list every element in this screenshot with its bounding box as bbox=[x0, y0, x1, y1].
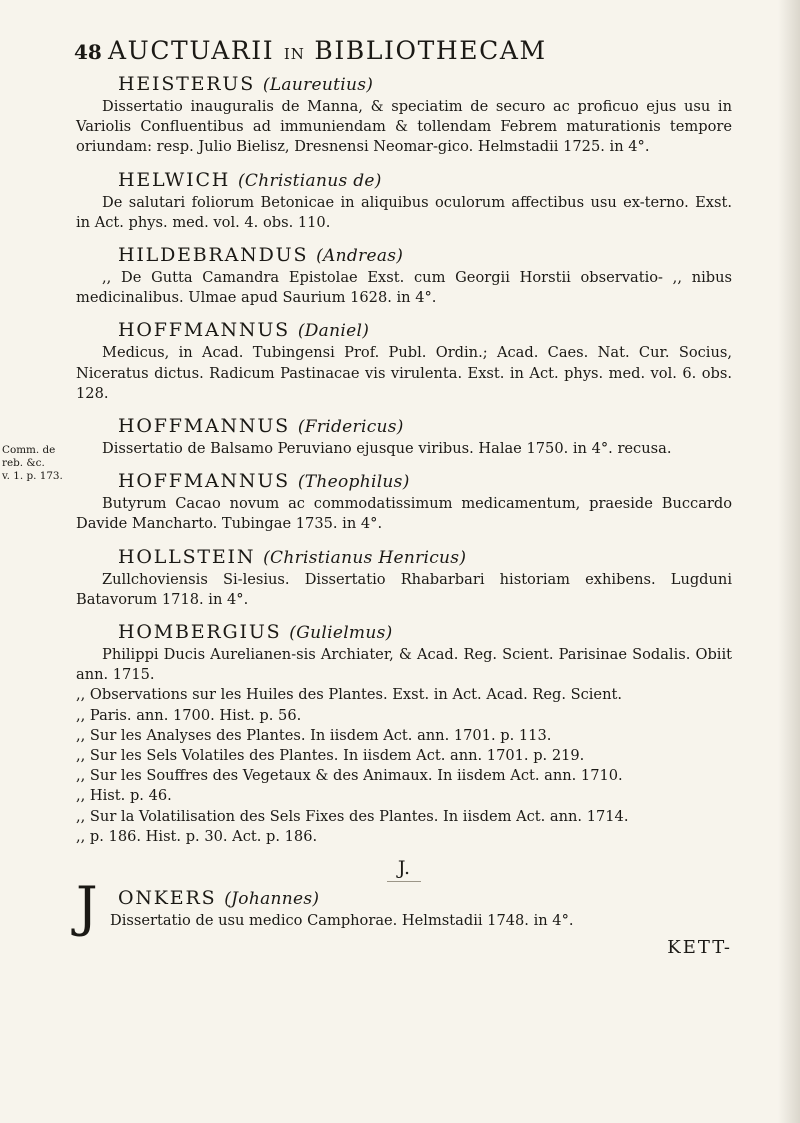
page-edge-shadow bbox=[778, 0, 800, 1123]
entry-text: ,, De Gutta Camandra Epistolae Exst. cum Georgii Horstii observatio- ,, nibus medicinalibus. Ulmae apud Saurium 1628. in 4°. bbox=[76, 269, 732, 307]
entry-hildebrandus bbox=[76, 243, 732, 308]
citation-line: ,, Paris. ann. 1700. Hist. p. 56. bbox=[76, 706, 302, 724]
bibliography-body bbox=[76, 72, 732, 958]
entry-text: Medicus, in Acad. Tubingensi Prof. Publ. Ordin.; Acad. Caes. Nat. Cur. Socius, Niceratus dictus. Radicum Pastinacae vis virulenta. Exst. in Act. phys. med. vol. 6. obs. 128. bbox=[76, 344, 732, 402]
entry-hoffmannus-daniel bbox=[76, 318, 732, 404]
entry-text: Dissertatio de usu medico Camphorae. Helmstadii 1748. in 4°. bbox=[110, 912, 574, 930]
citation-line: ,, Observations sur les Huiles des Plantes. Exst. in Act. Acad. Reg. Scient. bbox=[76, 686, 622, 704]
margin-note: Comm. de reb. &c. v. 1. p. 173. bbox=[2, 444, 63, 482]
drop-initial: J bbox=[76, 875, 98, 939]
heading-rule bbox=[387, 881, 421, 882]
catchword: KETT- bbox=[667, 937, 732, 959]
citation-line: ,, Hist. p. 46. bbox=[76, 787, 172, 805]
entry-hoffmannus-theophilus bbox=[76, 469, 732, 534]
running-title: AUCTUARII IN BIBLIOTHECAM bbox=[108, 36, 547, 65]
entry-text: Dissertatio de Balsamo Peruviano ejusque viribus. Halae 1750. in 4°. recusa. bbox=[102, 440, 672, 458]
citation-line: ,, Sur les Analyses des Plantes. In iisdem Act. ann. 1701. p. 113. bbox=[76, 726, 552, 744]
citation-line: ,, Sur les Sels Volatiles des Plantes. In iisdem Act. ann. 1701. p. 219. bbox=[76, 747, 585, 765]
entry-name: HEISTERUS (Laureutius) bbox=[118, 73, 374, 95]
citation-line: ,, Sur la Volatilisation des Sels Fixes des Plantes. In iisdem Act. ann. 1714. bbox=[76, 807, 629, 825]
entry-hoffmannus-fridericus bbox=[76, 414, 732, 459]
entry-hombergius bbox=[76, 620, 732, 847]
entry-text: Dissertatio inauguralis de Manna, & speciatim de securo ac proficuo ejus usu in Variolis Confluentibus ad immuniendam & tollendam Febrem maturationis tempore oriundam: resp. Julio Bielisz, Dresnensi Neomar-gico. Helmstadii 1725. in 4°. bbox=[76, 98, 732, 156]
citation-line: ,, Sur les Souffres des Vegetaux & des Animaux. In iisdem Act. ann. 1710. bbox=[76, 767, 623, 785]
entry-text: Philippi Ducis Aurelianen-sis Archiater, & Acad. Reg. Scient. Parisinae Sodalis. Obiit ann. 1715. bbox=[76, 646, 732, 684]
entry-text: Zullchoviensis Si-lesius. Dissertatio Rhabarbari historiam exhibens. Lugduni Batavorum 1718. in 4°. bbox=[76, 570, 732, 608]
entry-name: HOFFMANNUS (Daniel) bbox=[118, 319, 370, 342]
entry-name: ONKERS (Johannes) bbox=[118, 887, 320, 910]
entry-jonkers bbox=[76, 875, 732, 939]
entry-text: Butyrum Cacao novum ac commodatissimum medicamentum, praeside Buccardo Davide Mancharto. Tubingae 1735. in 4°. bbox=[76, 495, 732, 533]
entry-name: HOLLSTEIN (Christianus Henricus) bbox=[118, 545, 467, 568]
entry-name: HILDEBRANDUS (Andreas) bbox=[118, 244, 404, 267]
entry-hollstein bbox=[76, 545, 732, 610]
page-number: 48 bbox=[74, 40, 102, 64]
entry-name: HOFFMANNUS (Fridericus) bbox=[118, 415, 404, 438]
page-header bbox=[74, 36, 754, 70]
entry-text: De salutari foliorum Betonicae in aliquibus oculorum affectibus usu ex-terno. Exst. in Act. phys. med. vol. 4. obs. 110. bbox=[76, 193, 732, 231]
entry-name: HELWICH (Christianus de) bbox=[118, 168, 382, 191]
letter-heading: J. bbox=[397, 857, 411, 880]
entry-name: HOFFMANNUS (Theophilus) bbox=[118, 470, 410, 493]
entry-helwich bbox=[76, 168, 732, 233]
entry-heisterus bbox=[76, 72, 732, 158]
entry-name: HOMBERGIUS (Gulielmus) bbox=[118, 621, 393, 644]
citation-line: ,, p. 186. Hist. p. 30. Act. p. 186. bbox=[76, 827, 318, 845]
